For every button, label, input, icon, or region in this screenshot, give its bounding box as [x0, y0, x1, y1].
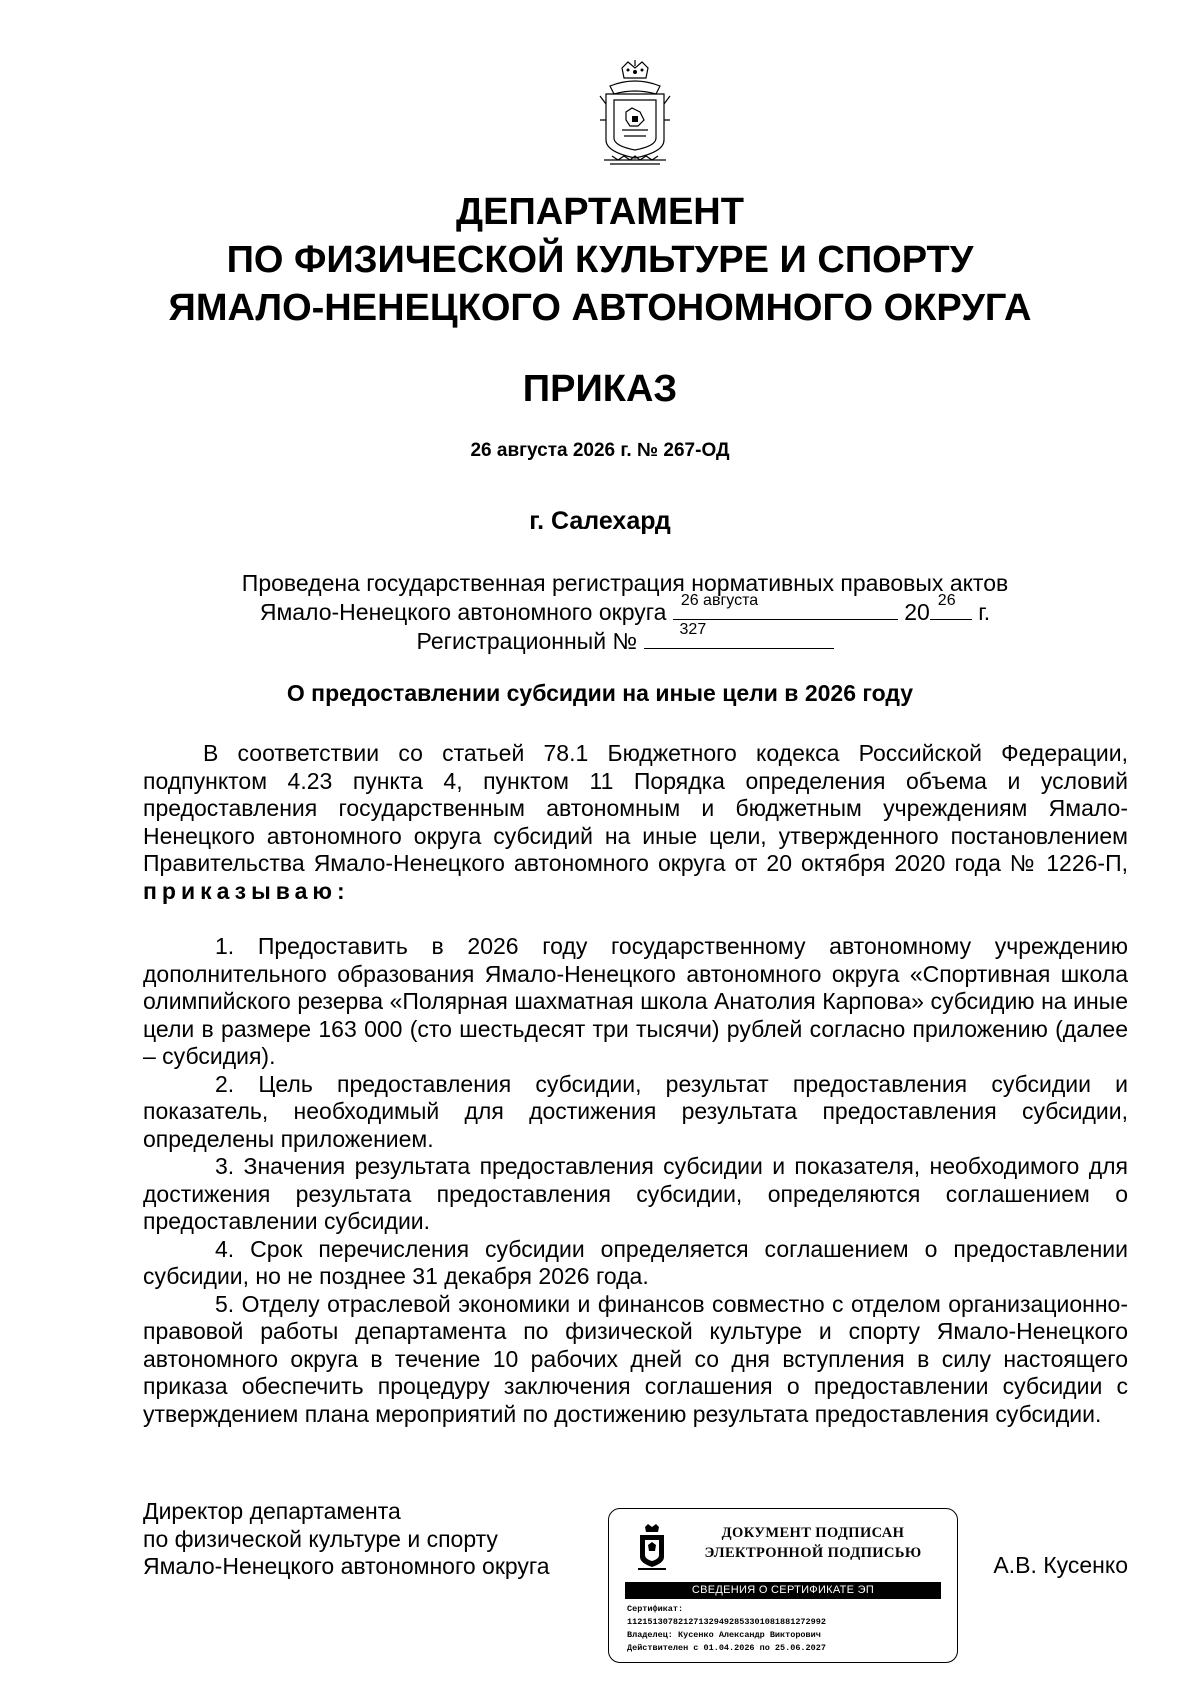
- registration-line-2: [200, 592, 1050, 626]
- order-item: 4. Срок перечисления субсидии определяется соглашением о предоставлении субсидии, но не позднее 31 декабря 2026 года.: [143, 1235, 1128, 1289]
- registration-number-label: Регистрационный №: [416, 628, 638, 654]
- signatory-name: А.В. Кусенко: [993, 1552, 1128, 1578]
- order-date-number: 26 августа 2026 г. № 267-ОД: [470, 440, 730, 461]
- department-line: ПО ФИЗИЧЕСКОЙ КУЛЬТУРЕ И СПОРТУ: [226, 239, 974, 281]
- stamp-title: [679, 1523, 947, 1563]
- order-subject: О предоставлении субсидии на иные цели в 2026 году: [286, 680, 914, 706]
- stamp-title-line: ЭЛЕКТРОННОЙ ПОДПИСЬЮ: [704, 1545, 922, 1561]
- certificate-owner: Владелец: Кусенко Александр Викторович: [627, 1630, 821, 1640]
- registration-block: [200, 569, 1050, 655]
- certificate-details: [627, 1603, 826, 1655]
- order-item: 3. Значения результата предоставления субсидии и показателя, необходимого для достижения результата предоставления субсидии, определяются соглашением о предоставлении субсидии.: [143, 1153, 1128, 1234]
- registration-line-2-prefix: Ямало-Ненецкого автономного округа: [259, 599, 667, 625]
- stamp-title-line: ДОКУМЕНТ ПОДПИСАН: [721, 1525, 905, 1541]
- document-type-title: ПРИКАЗ: [522, 368, 678, 410]
- department-line: ЯМАЛО-НЕНЕЦКОГО АВТОНОМНОГО ОКРУГА: [168, 287, 1032, 329]
- department-name: [100, 188, 1100, 332]
- signatory-position-line: Ямало-Ненецкого автономного округа: [143, 1553, 550, 1579]
- order-item: 5. Отделу отраслевой экономики и финансов совместно с отделом организационно-правовой работы департамента по физической культуре и спорту Ямало-Ненецкого автономного округа в течение 10 рабочих дней со дня вступления в силу настоящего приказа обеспечить процедуру заключения соглашения о предоставлении субсидии с утверждением плана мероприятий по достижению результата предоставления субсидии.: [143, 1290, 1128, 1427]
- certificate-value: 112151307821271329492853301081881272992: [627, 1617, 826, 1627]
- registration-year-value: 26: [937, 592, 956, 609]
- coat-of-arms-icon: [592, 60, 678, 170]
- registration-year-field: [930, 592, 972, 620]
- registration-date-value: 26 августа: [680, 592, 759, 609]
- year-suffix: г.: [978, 599, 991, 625]
- city: г. Салехард: [529, 507, 671, 535]
- e-signature-stamp: [608, 1508, 958, 1663]
- certificate-validity: Действителен с 01.04.2026 по 25.06.2027: [627, 1643, 826, 1653]
- order-items: [143, 933, 1128, 1428]
- signatory-position-line: Директор департамента: [143, 1498, 401, 1524]
- registration-number-field: [644, 621, 834, 649]
- signatory-position: [143, 1498, 550, 1581]
- certificate-label: Сертификат:: [627, 1604, 684, 1614]
- order-item: 2. Цель предоставления субсидии, результат предоставления субсидии и показатель, необходимый для достижения результата предоставления субсидии, определены приложением.: [143, 1070, 1128, 1152]
- coat-of-arms-small-icon: [635, 1523, 669, 1571]
- preamble: [143, 740, 1128, 905]
- department-line: ДЕПАРТАМЕНТ: [456, 191, 744, 233]
- preamble-text: В соответствии со статьей 78.1 Бюджетного кодекса Российской Федерации, подпунктом 4.23 пункта 4, пунктом 11 Порядка определения объема и условий предоставления государственным автономным и бюджетным учреждениям Ямало-Ненецкого автономного округа субсидий на иные цели, утвержденного постановлением Правительства Ямало-Ненецкого автономного округа от 20 октября 2020 года № 1226-П,: [143, 740, 1128, 876]
- signatory-position-line: по физической культуре и спорту: [143, 1525, 498, 1552]
- registration-date-field: [673, 592, 898, 620]
- year-prefix: 20: [904, 599, 930, 625]
- certificate-info-bar: СВЕДЕНИЯ О СЕРТИФИКАТЕ ЭП: [625, 1582, 941, 1599]
- registration-line-3: [200, 621, 1050, 655]
- order-item: 1. Предоставить в 2026 году государственному автономному учреждению дополнительного образования Ямало-Ненецкого автономного округа «Спортивная школа олимпийского резерва «Полярная шахматная школа Анатолия Карпова» субсидию на иные цели в размере 163 000 (сто шестьдесят три тысячи) рублей согласно приложению (далее – субсидия).: [143, 933, 1128, 1069]
- registration-line-1: Проведена государственная регистрация нормативных правовых актов: [241, 570, 1009, 596]
- order-word: приказываю:: [143, 877, 350, 904]
- registration-number-value: 327: [679, 621, 707, 638]
